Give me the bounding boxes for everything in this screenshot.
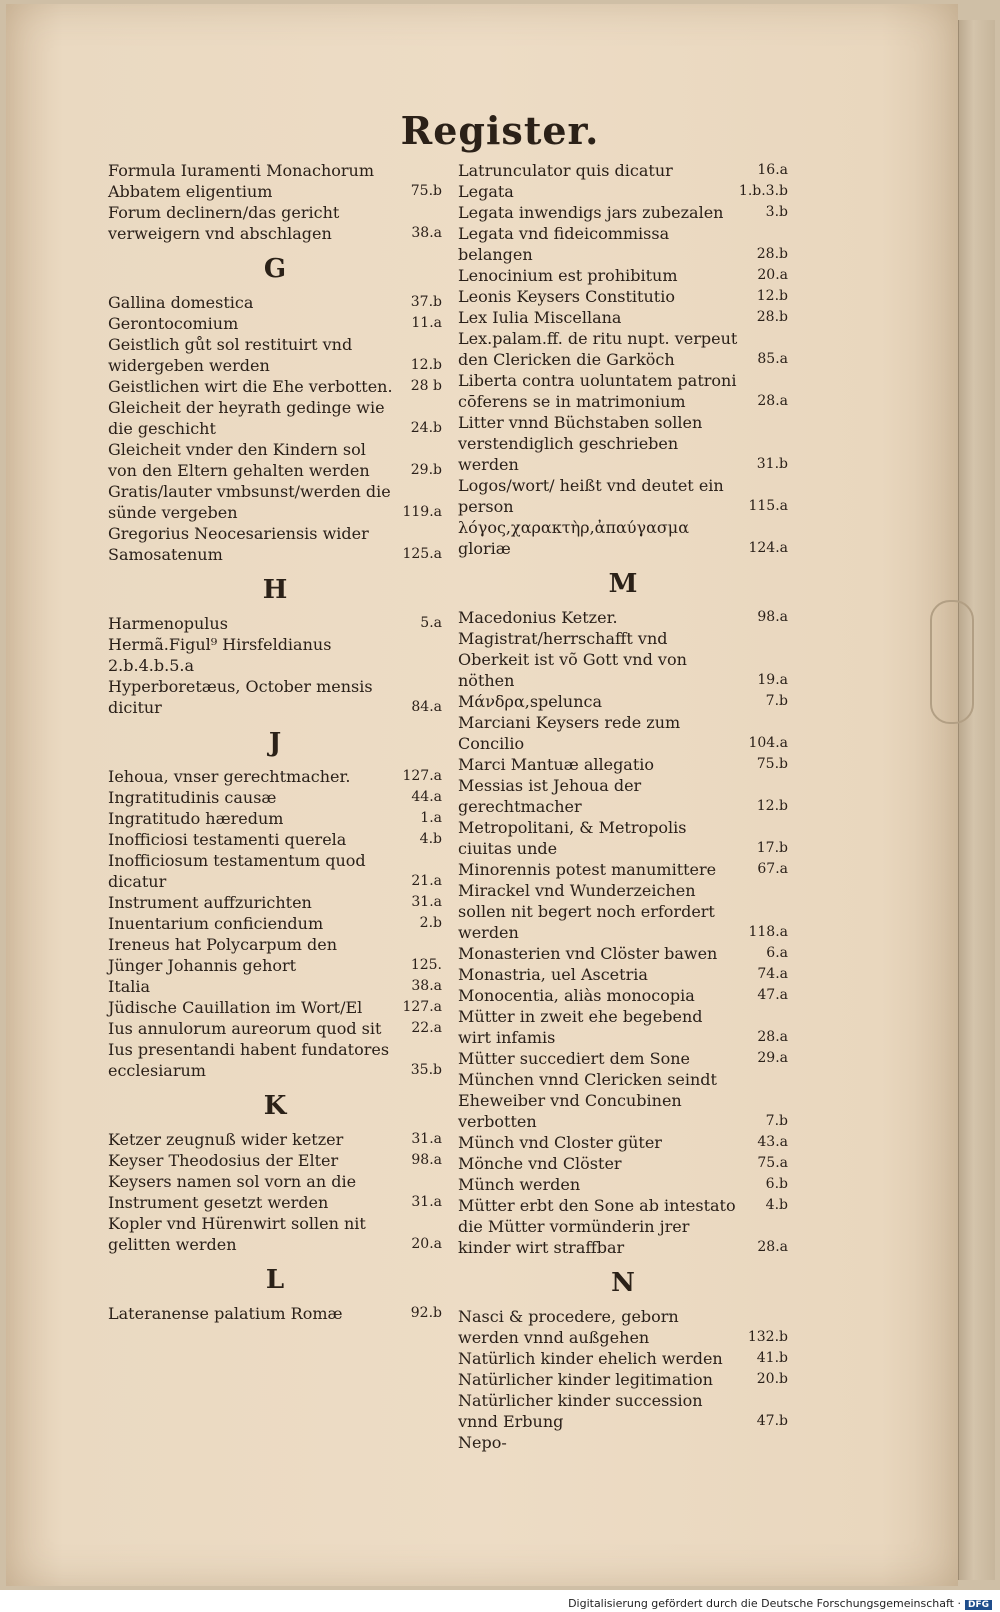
section-letter: N (611, 1268, 635, 1298)
section-letter: M (608, 569, 638, 599)
entry-page-ref: 37.b (410, 294, 442, 310)
entry-page-ref: 4.b (765, 1197, 788, 1213)
entry-page-ref: 43.a (757, 1134, 788, 1150)
entry-page-ref: 28.b (756, 246, 788, 262)
index-entry (108, 850, 442, 892)
entry-page-ref: 29.b (410, 462, 442, 478)
section-letter: G (263, 254, 287, 284)
entry-page-ref: 125. (410, 957, 442, 973)
entry-text: Metropolitani, & Metropolis ciuitas unde (458, 818, 687, 858)
entry-text: Logos/wort/ heißt vnd deutet ein person (458, 476, 724, 516)
index-entry (458, 1432, 788, 1453)
entry-text: Gregorius Neocesariensis wider Samosatenum (108, 524, 369, 564)
entry-page-ref: 127.a (402, 768, 442, 784)
entry-text: Legata (458, 182, 514, 201)
index-entry (458, 775, 788, 817)
index-entry (458, 1132, 788, 1153)
entry-text: Ingratitudinis causæ (108, 788, 277, 807)
index-entry (458, 1153, 788, 1174)
digitization-footer (0, 1592, 1000, 1612)
entry-text: Mütter in zweit ehe begebend wirt infamis (458, 1007, 703, 1047)
entry-text: Mütter erbt den Sone ab intestato (458, 1196, 736, 1215)
index-entry (458, 412, 788, 475)
index-column-right (458, 160, 788, 1453)
entry-page-ref: 67.a (757, 861, 788, 877)
entry-page-ref: 47.b (756, 1413, 788, 1429)
entry-page-ref: 132.b (747, 1329, 788, 1345)
entry-text: Ireneus hat Polycarpum den Jünger Johannis gehort (108, 935, 338, 975)
entry-text: Liberta contra uoluntatem patroni cōferens se in matrimonium (458, 371, 737, 411)
index-entry (458, 628, 788, 691)
entry-text: Münch werden (458, 1175, 581, 1194)
entry-text: Inofficiosum testamentum quod dicatur (108, 851, 366, 891)
entry-page-ref: 74.a (757, 966, 788, 982)
entry-text: Μάνδρα,spelunca (458, 692, 602, 711)
index-entry (458, 475, 788, 517)
index-entry (458, 181, 788, 202)
entry-text: λόγος,χαρακτὴρ,ἀπαύγασμα gloriæ (458, 518, 689, 558)
entry-page-ref: 75.a (757, 1155, 788, 1171)
entry-text: Mirackel vnd Wunderzeichen sollen nit begert noch erfordert werden (458, 881, 715, 942)
entry-page-ref: 127.a (402, 999, 442, 1015)
entry-text: Instrument auffzurichten (108, 893, 312, 912)
index-entry (108, 1213, 442, 1255)
entry-page-ref: 44.a (411, 789, 442, 805)
entry-page-ref: 125.a (402, 546, 442, 562)
entry-page-ref: 31.a (411, 894, 442, 910)
index-entry (458, 1048, 788, 1069)
entry-page-ref: 3.b (765, 204, 788, 220)
index-entry (458, 286, 788, 307)
index-column-left (108, 160, 442, 1324)
index-entry (108, 1150, 442, 1171)
index-entry (108, 934, 442, 976)
entry-text: Lex Iulia Miscellana (458, 308, 622, 327)
index-entry (458, 607, 788, 628)
entry-text: Monasterien vnd Clöster bawen (458, 944, 718, 963)
entry-page-ref: 124.a (748, 540, 788, 556)
entry-text: Gallina domestica (108, 293, 254, 312)
index-entry (108, 997, 442, 1018)
entry-page-ref: 41.b (756, 1350, 788, 1366)
entry-page-ref: 4.b (419, 831, 442, 847)
index-entry (108, 787, 442, 808)
entry-text: Gleicheit der heyrath gedinge wie die geschicht (108, 398, 385, 438)
entry-page-ref: 85.a (757, 351, 788, 367)
entry-page-ref: 28.a (757, 1239, 788, 1255)
entry-page-ref: 2.b (419, 915, 442, 931)
index-entry (458, 1390, 788, 1432)
entry-page-ref: 47.a (757, 987, 788, 1003)
entry-text: Hyperboretæus, October mensis dicitur (108, 677, 373, 717)
entry-text: Kopler vnd Hürenwirt sollen nit gelitten werden (108, 1214, 366, 1254)
entry-text: Natürlicher kinder legitimation (458, 1370, 713, 1389)
dfg-logo: DFG (965, 1600, 992, 1610)
index-entry (458, 754, 788, 775)
entry-text: Ingratitudo hæredum (108, 809, 284, 828)
index-entry (458, 307, 788, 328)
index-entry (458, 370, 788, 412)
entry-page-ref: 20.a (411, 1236, 442, 1252)
entry-page-ref: 31.a (411, 1131, 442, 1147)
entry-page-ref: 7.b (765, 693, 788, 709)
entry-page-ref: 21.a (411, 873, 442, 889)
section-letter: K (263, 1091, 287, 1121)
index-entry (108, 376, 442, 397)
section-letter: J (268, 728, 282, 758)
entry-page-ref: 17.b (756, 840, 788, 856)
entry-text: Harmenopulus (108, 614, 228, 633)
entry-page-ref: 31.b (756, 456, 788, 472)
index-entry (108, 976, 442, 997)
index-entry (108, 397, 442, 439)
index-entry (458, 964, 788, 985)
index-entry (108, 829, 442, 850)
entry-text: Iehoua, vnser gerechtmacher. (108, 767, 351, 786)
index-entry (458, 202, 788, 223)
entry-page-ref: 12.b (756, 798, 788, 814)
entry-text: Lateranense palatium Romæ (108, 1304, 343, 1323)
entry-text: Nasci & procedere, geborn werden vnnd außgehen (458, 1307, 679, 1347)
index-entry (458, 859, 788, 880)
index-entry (108, 892, 442, 913)
entry-text: Natürlich kinder ehelich werden (458, 1349, 723, 1368)
index-entry (458, 817, 788, 859)
entry-page-ref: 5.a (420, 615, 442, 631)
index-entry (458, 1369, 788, 1390)
entry-page-ref: 6.b (765, 1176, 788, 1192)
entry-text: Keysers namen sol vorn an die Instrument gesetzt werden (108, 1172, 357, 1212)
binding-tab (930, 600, 974, 724)
entry-text: Gerontocomium (108, 314, 239, 333)
entry-text: Litter vnnd Büchstaben sollen verstendiglich geschrieben werden (458, 413, 703, 474)
entry-text: Mütter succediert dem Sone (458, 1049, 690, 1068)
entry-page-ref: 24.b (410, 420, 442, 436)
index-entry (458, 1195, 788, 1216)
entry-text: Legata inwendigs jars zubezalen (458, 203, 724, 222)
page-fold-edge (958, 20, 995, 1580)
entry-text: Jüdische Cauillation im Wort/El (108, 998, 363, 1017)
index-entry (108, 1171, 442, 1213)
index-entry (458, 223, 788, 265)
index-entry (458, 1306, 788, 1348)
index-entry (458, 880, 788, 943)
section-letter: L (265, 1265, 285, 1295)
entry-page-ref: 31.a (411, 1194, 442, 1210)
entry-page-ref: 28 b (410, 378, 442, 394)
entry-text: Inofficiosi testamenti querela (108, 830, 347, 849)
entry-page-ref: 6.a (766, 945, 788, 961)
index-entry (458, 985, 788, 1006)
entry-text: Lenocinium est prohibitum (458, 266, 678, 285)
entry-page-ref: 28.a (757, 393, 788, 409)
entry-text: Inuentarium conficiendum (108, 914, 324, 933)
index-entry (108, 1303, 442, 1324)
entry-text: Nepo- (458, 1433, 507, 1452)
entry-page-ref: 75.b (410, 183, 442, 199)
entry-text: Ius annulorum aureorum quod sit (108, 1019, 382, 1038)
entry-text: Macedonius Ketzer. (458, 608, 618, 627)
entry-text: Gratis/lauter vmbsunst/werden die sünde vergeben (108, 482, 391, 522)
index-entry (458, 1216, 788, 1258)
entry-text: Messias ist Jehoua der gerechtmacher (458, 776, 642, 816)
index-entry (458, 160, 788, 181)
entry-page-ref: 22.a (411, 1020, 442, 1036)
entry-text: Monocentia, aliàs monocopia (458, 986, 695, 1005)
entry-text: Magistrat/herrschafft vnd Oberkeit ist võ Gott vnd von nöthen (458, 629, 687, 690)
entry-page-ref: 11.a (411, 315, 442, 331)
entry-text: Monastria, uel Ascetria (458, 965, 648, 984)
index-entry (108, 160, 442, 202)
index-entry (108, 913, 442, 934)
entry-text: Lex.palam.ff. de ritu nupt. verpeut den Clericken die Garköch (458, 329, 738, 369)
index-entry (108, 523, 442, 565)
entry-text: Latrunculator quis dicatur (458, 161, 673, 180)
entry-page-ref: 28.b (756, 309, 788, 325)
section-letter: H (262, 575, 288, 605)
index-entry (458, 517, 788, 559)
entry-text: Geistlichen wirt die Ehe verbotten. (108, 377, 393, 396)
index-entry (458, 1174, 788, 1195)
entry-page-ref: 20.b (756, 1371, 788, 1387)
entry-page-ref: 19.a (757, 672, 788, 688)
entry-text: Marci Mantuæ allegatio (458, 755, 655, 774)
entry-page-ref: 75.b (756, 756, 788, 772)
entry-text: Forum declinern/das gericht verweigern vnd abschlagen (108, 203, 340, 243)
entry-page-ref: 12.b (756, 288, 788, 304)
entry-page-ref: 29.a (757, 1050, 788, 1066)
entry-page-ref: 38.a (411, 978, 442, 994)
entry-page-ref: 28.a (757, 1029, 788, 1045)
index-entry (458, 1348, 788, 1369)
index-entry (108, 334, 442, 376)
entry-text: München vnnd Clericken seindt Eheweiber vnd Concubinen verbotten (458, 1070, 717, 1131)
index-entry (458, 265, 788, 286)
index-entry (108, 808, 442, 829)
entry-page-ref: 84.a (411, 699, 442, 715)
index-entry (108, 766, 442, 787)
entry-text: Leonis Keysers Constitutio (458, 287, 675, 306)
entry-text: Marciani Keysers rede zum Concilio (458, 713, 681, 753)
entry-page-ref: 118.a (748, 924, 788, 940)
entry-text: Münch vnd Closter güter (458, 1133, 662, 1152)
entry-text: Natürlicher kinder succession vnnd Erbung (458, 1391, 703, 1431)
index-entry (458, 1069, 788, 1132)
entry-text: Hermã.Figul⁹ Hirsfeldianus 2.b.4.b.5.a (108, 635, 332, 675)
index-entry (458, 1006, 788, 1048)
entry-page-ref: 1.a (420, 810, 442, 826)
entry-page-ref: 38.a (411, 225, 442, 241)
entry-text: Legata vnd fideicommissa belangen (458, 224, 670, 264)
entry-text: Gleicheit vnder den Kindern sol von den Eltern gehalten werden (108, 440, 370, 480)
entry-page-ref: 16.a (757, 162, 788, 178)
entry-page-ref: 119.a (402, 504, 442, 520)
index-entry (108, 1018, 442, 1039)
index-entry (108, 313, 442, 334)
entry-text: Minorennis potest manumittere (458, 860, 717, 879)
entry-page-ref: 7.b (765, 1113, 788, 1129)
entry-page-ref: 98.a (411, 1152, 442, 1168)
index-entry (108, 481, 442, 523)
entry-page-ref: 92.b (410, 1305, 442, 1321)
entry-text: Geistlich gůt sol restituirt vnd widergeben werden (108, 335, 353, 375)
entry-text: die Mütter vormünderin jrer kinder wirt straffbar (458, 1217, 690, 1257)
entry-page-ref: 20.a (757, 267, 788, 283)
index-entry (108, 439, 442, 481)
index-entry (108, 613, 442, 634)
index-entry (108, 1129, 442, 1150)
footer-credit: Digitalisierung gefördert durch die Deutsche Forschungsgemeinschaft · (568, 1597, 961, 1610)
page-heading: Register. (400, 108, 600, 153)
index-entry (108, 676, 442, 718)
entry-page-ref: 98.a (757, 609, 788, 625)
index-entry (108, 292, 442, 313)
entry-text: Formula Iuramenti Monachorum Abbatem eligentium (108, 161, 374, 201)
entry-text: Italia (108, 977, 151, 996)
index-entry (458, 328, 788, 370)
entry-page-ref: 12.b (410, 357, 442, 373)
entry-text: Ius presentandi habent fundatores ecclesiarum (108, 1040, 390, 1080)
index-entry (458, 691, 788, 712)
entry-text: Ketzer zeugnuß wider ketzer (108, 1130, 344, 1149)
entry-page-ref: 115.a (748, 498, 788, 514)
index-entry (108, 202, 442, 244)
entry-page-ref: 104.a (748, 735, 788, 751)
index-entry (108, 1039, 442, 1081)
index-entry (458, 943, 788, 964)
index-entry (458, 712, 788, 754)
entry-text: Mönche vnd Clöster (458, 1154, 622, 1173)
entry-page-ref: 1.b.3.b (738, 183, 788, 199)
entry-text: Keyser Theodosius der Elter (108, 1151, 339, 1170)
entry-page-ref: 35.b (410, 1062, 442, 1078)
index-entry (108, 634, 442, 676)
